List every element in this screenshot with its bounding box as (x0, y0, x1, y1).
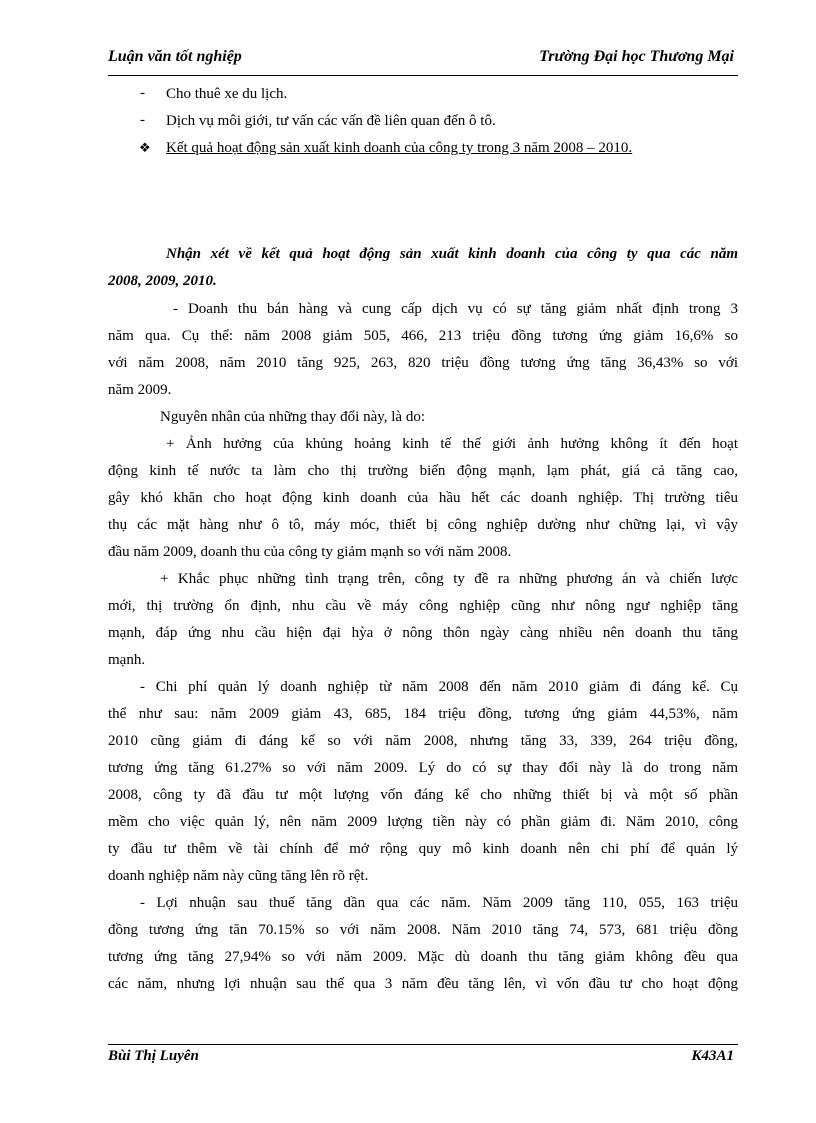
paragraph-line: 2010 cũng giảm đi đáng kể so với năm 2008, nhưng tăng 33, 339, 264 triệu đồng, (108, 733, 738, 749)
paragraph-line: gây khó khăn cho hoạt động kinh doanh của hầu hết các doanh nghiệp. Thị trường tiêu (108, 490, 738, 506)
paragraph-line: tương ứng tăng 61.27% so với năm 2009. Lý do có sự thay đổi này là do trong năm (108, 760, 738, 776)
paragraph-line: mềm cho việc quản lý, nên năm 2009 lượng tiền này có phần giảm đi. Năm 2010, công (108, 814, 738, 830)
paragraph-line: - Chi phí quản lý doanh nghiệp từ năm 2008 đến năm 2010 giảm đi đáng kể. Cụ (140, 679, 738, 695)
paragraph-line: thể như sau: năm 2009 giảm 43, 685, 184 triệu đồng, tương ứng giảm 44,53%, năm (108, 706, 738, 722)
paragraph-line: - Lợi nhuận sau thuế tăng dần qua các năm. Năm 2009 tăng 110, 055, 163 triệu (140, 895, 738, 911)
paragraph-line: thụ các mặt hàng như ô tô, máy móc, thiết bị công nghiệp dường như chững lại, vì vậy (108, 517, 738, 533)
footer-rule (108, 1044, 738, 1045)
header-left-title: Luận văn tốt nghiệp (108, 48, 242, 65)
list-item: Cho thuê xe du lịch. (166, 86, 288, 102)
paragraph-line: đầu năm 2009, doanh thu của công ty giảm mạnh so với năm 2008. (108, 544, 512, 560)
paragraph-line: tương ứng tăng 27,94% so với năm 2009. Mặc dù doanh thu tăng giảm không đều qua (108, 949, 738, 965)
section-heading: Nhận xét về kết quả hoạt động sản xuất kinh doanh của công ty qua các năm (166, 246, 738, 262)
footer-class-code: K43A1 (691, 1048, 734, 1064)
dash-bullet: - (140, 85, 145, 101)
paragraph-line: năm 2009. (108, 382, 172, 398)
paragraph-line: đồng tương ứng tăn 70.15% so với năm 2008. Năm 2010 tăng 74, 573, 681 triệu đồng (108, 922, 738, 938)
section-link-heading: Kết quả hoạt động sản xuất kinh doanh của công ty trong 3 năm 2008 – 2010. (166, 140, 633, 156)
paragraph-line: mới, thị trường ổn định, nhu cầu về máy công nghiệp cũng như nông ngư nghiệp tăng (108, 598, 738, 614)
section-heading-cont: 2008, 2009, 2010. (108, 273, 217, 289)
footer-author: Bùi Thị Luyên (108, 1048, 199, 1064)
paragraph-line: 2008, công ty đã đầu tư một lượng vốn đáng kể cho những thiết bị và một số phần (108, 787, 738, 803)
paragraph-line: Nguyên nhân của những thay đổi này, là do: (160, 409, 426, 425)
star-bullet-icon: ❖ (139, 140, 151, 155)
paragraph-line: ty đầu tư thêm về tài chính để mở rộng quy mô kinh doanh nên chi phí để quản lý (108, 841, 738, 857)
paragraph-line: + Ảnh hưởng của khủng hoảng kinh tế thế giới ảnh hưởng không ít đến hoạt (166, 436, 738, 452)
paragraph-line: + Khắc phục những tình trạng trên, công ty đề ra những phương án và chiến lược (160, 571, 738, 587)
paragraph-line: với năm 2008, năm 2010 tăng 925, 263, 820 triệu đồng tương ứng tăng 36,43% so với (108, 355, 738, 371)
paragraph-line: - Doanh thu bán hàng và cung cấp dịch vụ có sự tăng giảm nhất định trong 3 (173, 301, 738, 317)
paragraph-line: các năm, nhưng lợi nhuận sau thế qua 3 năm đều tăng lên, vì vốn đầu tư cho hoạt động (108, 976, 738, 992)
paragraph-line: doanh nghiệp năm này cũng tăng lên rõ rệt. (108, 868, 369, 884)
paragraph-line: mạnh, đáp ứng nhu cầu hiện đại hỳa ở nông thôn ngày càng nhiều nên doanh thu tăng (108, 625, 738, 641)
paragraph-line: động kinh tế nước ta làm cho thị trường biến động mạnh, lạm phát, giá cả tăng cao, (108, 463, 738, 479)
list-item: Dịch vụ môi giới, tư vấn các vấn đề liên quan đến ô tô. (166, 113, 496, 129)
dash-bullet: - (140, 112, 145, 128)
header-right-title: Trường Đại học Thương Mại (539, 48, 734, 65)
paragraph-line: mạnh. (108, 652, 146, 668)
paragraph-line: năm qua. Cụ thể: năm 2008 giảm 505, 466, 213 triệu đồng tương ứng giảm 16,6% so (108, 328, 738, 344)
header-rule (108, 75, 738, 76)
